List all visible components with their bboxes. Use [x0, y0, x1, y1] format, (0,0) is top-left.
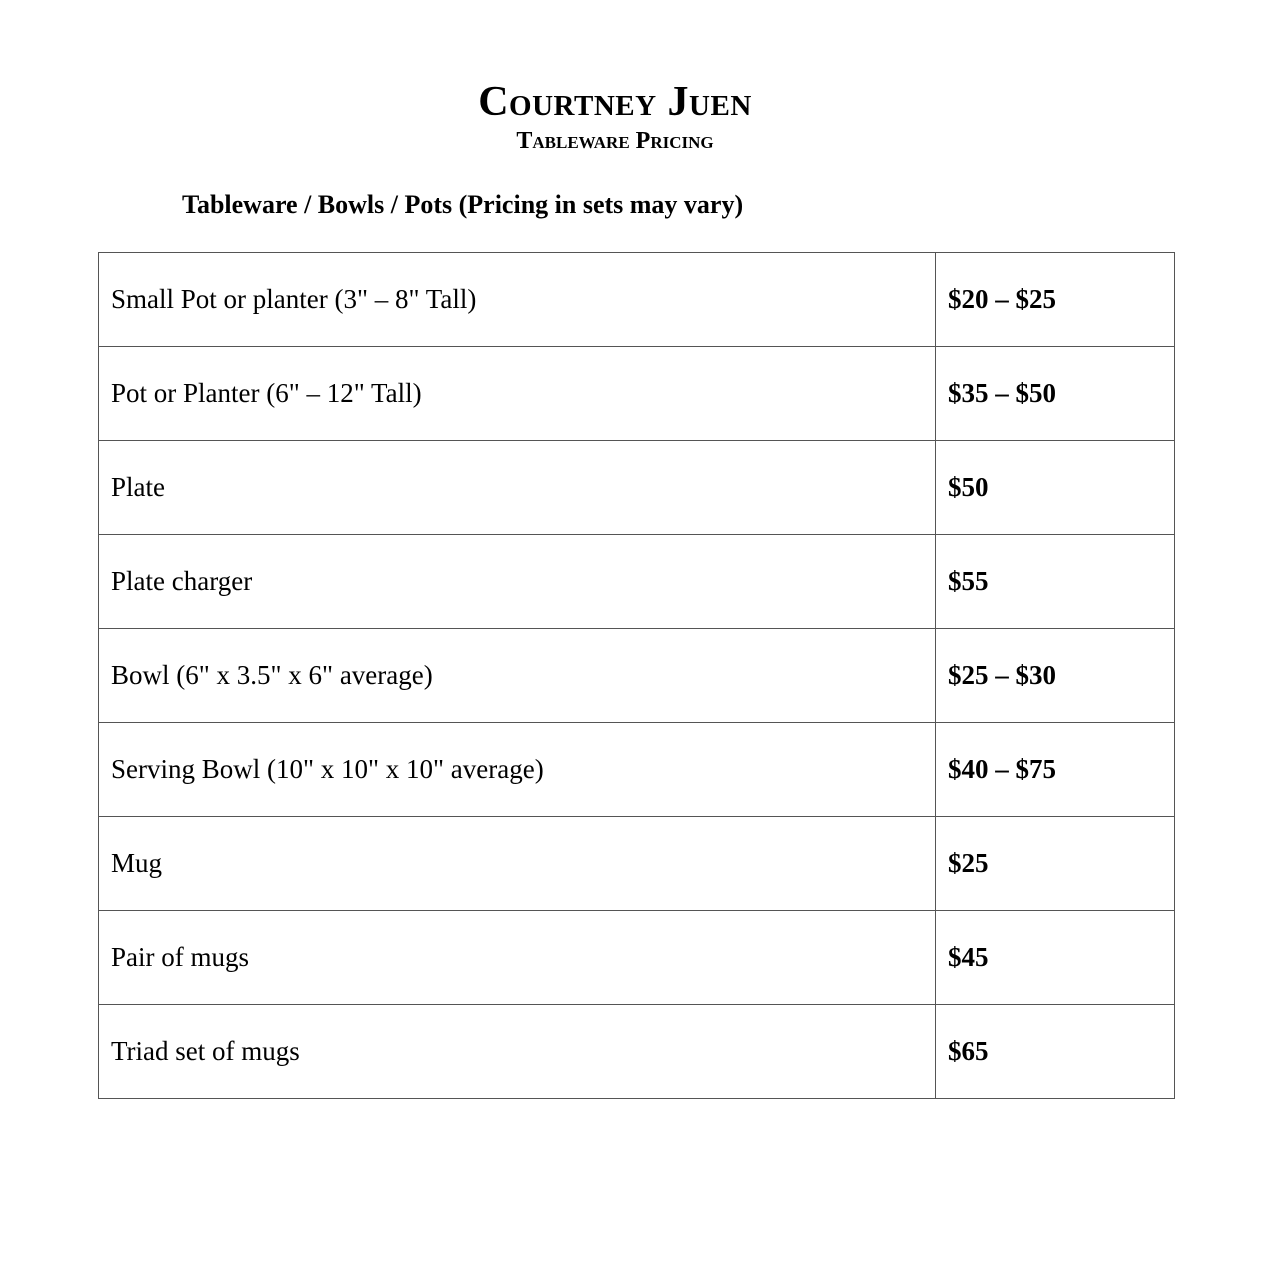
table-row [99, 629, 1175, 723]
table-row [99, 817, 1175, 911]
item-cell: Pot or Planter (6" – 12" Tall) [99, 347, 936, 441]
price-cell: $65 [936, 1005, 1175, 1099]
document-header [0, 78, 1230, 156]
item-cell: Plate [99, 441, 936, 535]
price-cell: $45 [936, 911, 1175, 1005]
item-cell: Triad set of mugs [99, 1005, 936, 1099]
price-cell: $25 – $30 [936, 629, 1175, 723]
price-cell: $25 [936, 817, 1175, 911]
table-row [99, 911, 1175, 1005]
item-cell: Bowl (6" x 3.5" x 6" average) [99, 629, 936, 723]
pricing-table [98, 252, 1175, 1099]
item-cell: Serving Bowl (10" x 10" x 10" average) [99, 723, 936, 817]
item-cell: Small Pot or planter (3" – 8" Tall) [99, 253, 936, 347]
item-cell: Pair of mugs [99, 911, 936, 1005]
table-row [99, 347, 1175, 441]
table-row [99, 1005, 1175, 1099]
table-row [99, 253, 1175, 347]
section-heading: Tableware / Bowls / Pots (Pricing in sets may vary) [182, 190, 744, 219]
price-cell: $40 – $75 [936, 723, 1175, 817]
price-cell: $50 [936, 441, 1175, 535]
document-title: Courtney Juen [478, 79, 752, 125]
table-row [99, 441, 1175, 535]
table-row [99, 723, 1175, 817]
table-row [99, 535, 1175, 629]
price-cell: $20 – $25 [936, 253, 1175, 347]
item-cell: Mug [99, 817, 936, 911]
document-subtitle: Tableware Pricing [516, 128, 714, 154]
price-cell: $35 – $50 [936, 347, 1175, 441]
price-cell: $55 [936, 535, 1175, 629]
item-cell: Plate charger [99, 535, 936, 629]
